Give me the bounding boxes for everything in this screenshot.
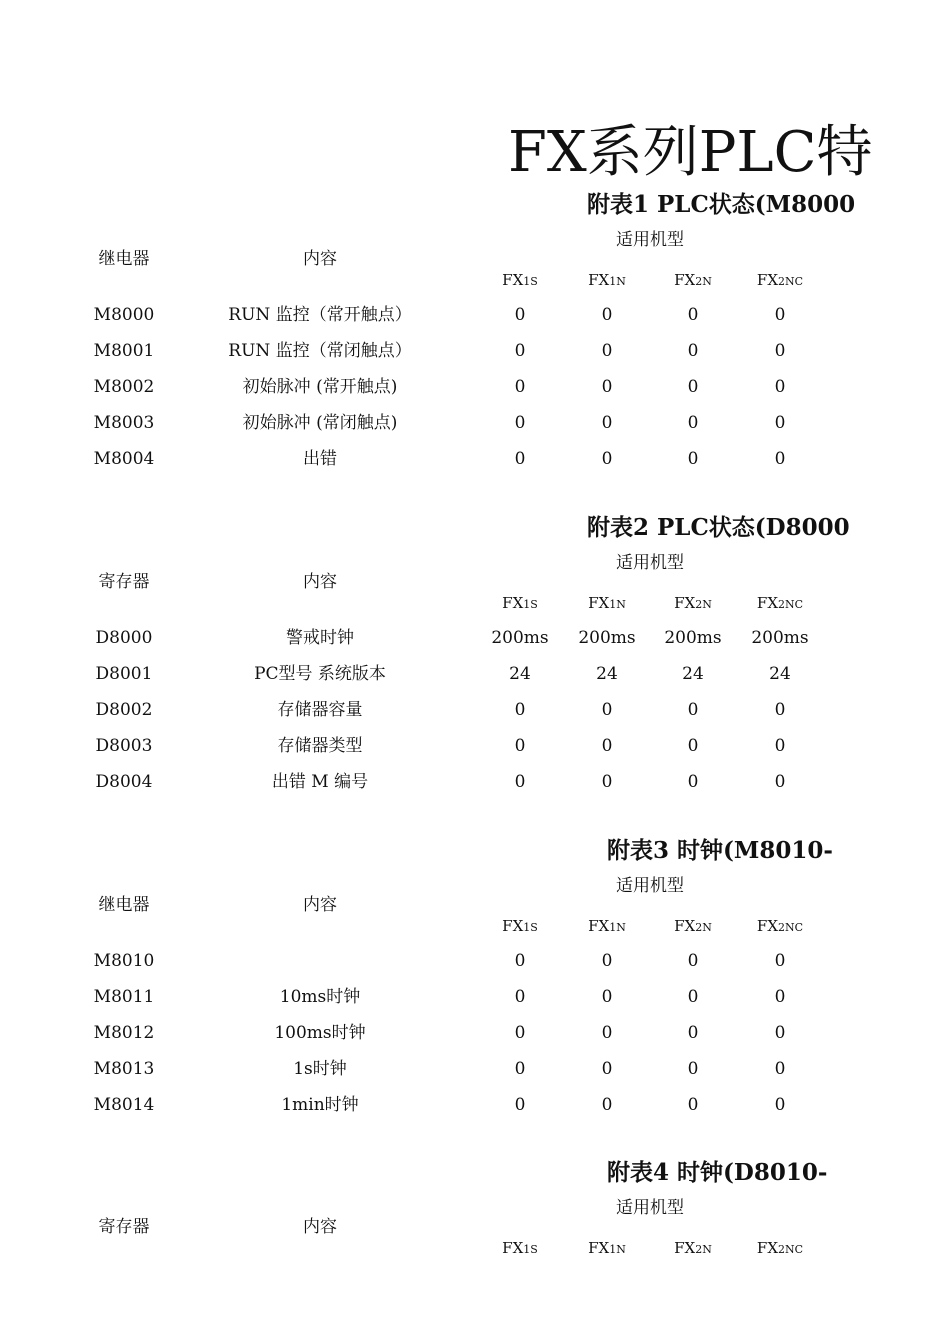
row-value: 0 xyxy=(774,1023,786,1043)
model-suffix: 1S xyxy=(523,275,538,288)
row-description: PC型号 系统版本 xyxy=(254,664,386,684)
model-suffix: 2NC xyxy=(778,598,804,611)
model-header xyxy=(674,592,712,616)
row-value: 0 xyxy=(687,700,699,720)
row-value: 24 xyxy=(509,664,531,684)
row-id: D8001 xyxy=(95,664,153,684)
model-prefix: FX xyxy=(588,917,610,935)
row-value: 200ms xyxy=(751,628,809,648)
row-value: 0 xyxy=(514,449,526,469)
model-prefix: FX xyxy=(674,917,696,935)
model-suffix: 1N xyxy=(609,598,626,611)
row-value: 0 xyxy=(601,951,613,971)
row-value: 0 xyxy=(774,987,786,1007)
model-prefix: FX xyxy=(588,594,610,612)
row-value: 0 xyxy=(601,1023,613,1043)
row-value: 0 xyxy=(601,736,613,756)
row-value: 0 xyxy=(687,413,699,433)
row-value: 0 xyxy=(774,377,786,397)
model-prefix: FX xyxy=(756,1239,779,1257)
model-suffix: 2N xyxy=(695,921,712,934)
row-value: 0 xyxy=(514,1095,526,1115)
row-value: 0 xyxy=(601,772,613,792)
row-description: 出错 M 编号 xyxy=(271,772,369,792)
row-value: 0 xyxy=(514,772,526,792)
model-prefix: FX xyxy=(674,1239,696,1257)
row-id: D8004 xyxy=(95,772,153,792)
model-suffix: 2N xyxy=(695,1243,712,1256)
model-prefix: FX xyxy=(756,594,779,612)
row-value: 0 xyxy=(514,736,526,756)
row-value: 200ms xyxy=(491,628,549,648)
row-id: M8001 xyxy=(93,341,155,361)
document-title: FX系列PLC特 xyxy=(508,120,873,185)
model-suffix: 2NC xyxy=(778,921,804,934)
row-value: 0 xyxy=(774,772,786,792)
row-value: 0 xyxy=(687,449,699,469)
model-header xyxy=(588,1237,626,1261)
model-suffix: 1N xyxy=(609,275,626,288)
row-description: RUN 监控（常闭触点） xyxy=(228,341,412,361)
row-id: M8013 xyxy=(93,1059,155,1079)
row-value: 0 xyxy=(601,1095,613,1115)
model-suffix: 1N xyxy=(609,921,626,934)
row-id: M8003 xyxy=(93,413,155,433)
row-value: 0 xyxy=(514,1023,526,1043)
row-description: 100ms时钟 xyxy=(274,1023,366,1043)
row-value: 0 xyxy=(514,1059,526,1079)
row-value: 0 xyxy=(687,305,699,325)
model-suffix: 1S xyxy=(523,921,538,934)
model-suffix: 2N xyxy=(695,598,712,611)
row-value: 24 xyxy=(596,664,618,684)
row-value: 0 xyxy=(687,987,699,1007)
row-description: 初始脉冲 (常闭触点) xyxy=(242,413,398,433)
model-suffix: 1N xyxy=(609,1243,626,1256)
section-title: 附表3 时钟(M8010- xyxy=(607,837,833,864)
model-prefix: FX xyxy=(674,594,696,612)
row-id: M8000 xyxy=(93,305,155,325)
column-header-content: 内容 xyxy=(303,895,337,915)
section-title: 附表1 PLC状态(M8000 xyxy=(587,191,856,218)
model-header xyxy=(674,1237,712,1261)
column-header-content: 内容 xyxy=(303,1217,337,1237)
row-value: 0 xyxy=(774,700,786,720)
row-value: 0 xyxy=(687,772,699,792)
row-value: 0 xyxy=(774,341,786,361)
row-value: 0 xyxy=(687,1023,699,1043)
column-header-register: 寄存器 xyxy=(98,572,150,592)
model-header xyxy=(757,269,803,293)
model-header xyxy=(502,592,538,616)
model-prefix: FX xyxy=(502,1239,524,1257)
row-value: 24 xyxy=(682,664,704,684)
row-value: 0 xyxy=(514,305,526,325)
row-value: 0 xyxy=(601,413,613,433)
section-title: 附表4 时钟(D8010- xyxy=(607,1159,828,1186)
column-header-content: 内容 xyxy=(303,572,337,592)
row-description: 1min时钟 xyxy=(281,1095,359,1115)
model-prefix: FX xyxy=(756,917,779,935)
row-value: 0 xyxy=(774,305,786,325)
row-description: 存储器类型 xyxy=(277,736,363,756)
row-value: 0 xyxy=(774,413,786,433)
row-description: 1s时钟 xyxy=(293,1059,347,1079)
row-value: 24 xyxy=(769,664,791,684)
model-prefix: FX xyxy=(674,271,696,289)
row-value: 0 xyxy=(514,341,526,361)
model-prefix: FX xyxy=(588,271,610,289)
row-value: 0 xyxy=(601,700,613,720)
row-value: 0 xyxy=(774,951,786,971)
row-id: M8004 xyxy=(93,449,155,469)
model-header xyxy=(502,915,538,939)
row-value: 0 xyxy=(774,1059,786,1079)
row-id: D8000 xyxy=(95,628,153,648)
applicable-models-header: 适用机型 xyxy=(616,876,684,896)
row-description: 警戒时钟 xyxy=(286,628,354,648)
row-value: 0 xyxy=(601,987,613,1007)
row-value: 0 xyxy=(601,1059,613,1079)
column-header-register: 继电器 xyxy=(98,895,150,915)
row-id: M8010 xyxy=(93,951,155,971)
row-value: 0 xyxy=(601,305,613,325)
row-value: 0 xyxy=(601,341,613,361)
row-value: 200ms xyxy=(578,628,636,648)
row-value: 0 xyxy=(774,1095,786,1115)
model-suffix: 1S xyxy=(523,1243,538,1256)
row-value: 0 xyxy=(514,951,526,971)
row-value: 0 xyxy=(774,449,786,469)
row-value: 0 xyxy=(601,449,613,469)
row-value: 0 xyxy=(687,1095,699,1115)
row-id: M8002 xyxy=(93,377,155,397)
model-header xyxy=(674,915,712,939)
row-value: 0 xyxy=(514,413,526,433)
model-prefix: FX xyxy=(756,271,779,289)
applicable-models-header: 适用机型 xyxy=(616,553,684,573)
row-value: 200ms xyxy=(664,628,722,648)
row-description: RUN 监控（常开触点） xyxy=(228,305,412,325)
row-id: D8003 xyxy=(95,736,153,756)
row-description: 初始脉冲 (常开触点) xyxy=(242,377,398,397)
model-suffix: 1S xyxy=(523,598,538,611)
model-prefix: FX xyxy=(502,917,524,935)
column-header-register: 寄存器 xyxy=(98,1217,150,1237)
row-value: 0 xyxy=(601,377,613,397)
row-description: 10ms时钟 xyxy=(279,987,361,1007)
row-value: 0 xyxy=(687,736,699,756)
row-value: 0 xyxy=(774,736,786,756)
row-value: 0 xyxy=(514,377,526,397)
column-header-content: 内容 xyxy=(303,249,337,269)
section-title: 附表2 PLC状态(D8000 xyxy=(587,514,850,541)
row-description: 存储器容量 xyxy=(277,700,363,720)
model-header xyxy=(757,915,803,939)
model-header xyxy=(674,269,712,293)
row-value: 0 xyxy=(687,1059,699,1079)
row-value: 0 xyxy=(687,341,699,361)
model-header xyxy=(757,592,803,616)
row-id: D8002 xyxy=(95,700,153,720)
model-header xyxy=(757,1237,803,1261)
applicable-models-header: 适用机型 xyxy=(616,230,684,250)
row-id: M8011 xyxy=(93,987,155,1007)
model-suffix: 2NC xyxy=(778,1243,804,1256)
row-value: 0 xyxy=(687,951,699,971)
model-header xyxy=(502,1237,538,1261)
row-id: M8012 xyxy=(93,1023,155,1043)
model-prefix: FX xyxy=(588,1239,610,1257)
model-suffix: 2N xyxy=(695,275,712,288)
model-header xyxy=(588,592,626,616)
model-header xyxy=(502,269,538,293)
column-header-register: 继电器 xyxy=(98,249,150,269)
row-value: 0 xyxy=(514,700,526,720)
row-id: M8014 xyxy=(93,1095,155,1115)
model-header xyxy=(588,915,626,939)
row-description: 出错 xyxy=(303,449,337,469)
applicable-models-header: 适用机型 xyxy=(616,1198,684,1218)
row-value: 0 xyxy=(687,377,699,397)
row-value: 0 xyxy=(514,987,526,1007)
model-header xyxy=(588,269,626,293)
model-prefix: FX xyxy=(502,271,524,289)
model-suffix: 2NC xyxy=(778,275,804,288)
model-prefix: FX xyxy=(502,594,524,612)
